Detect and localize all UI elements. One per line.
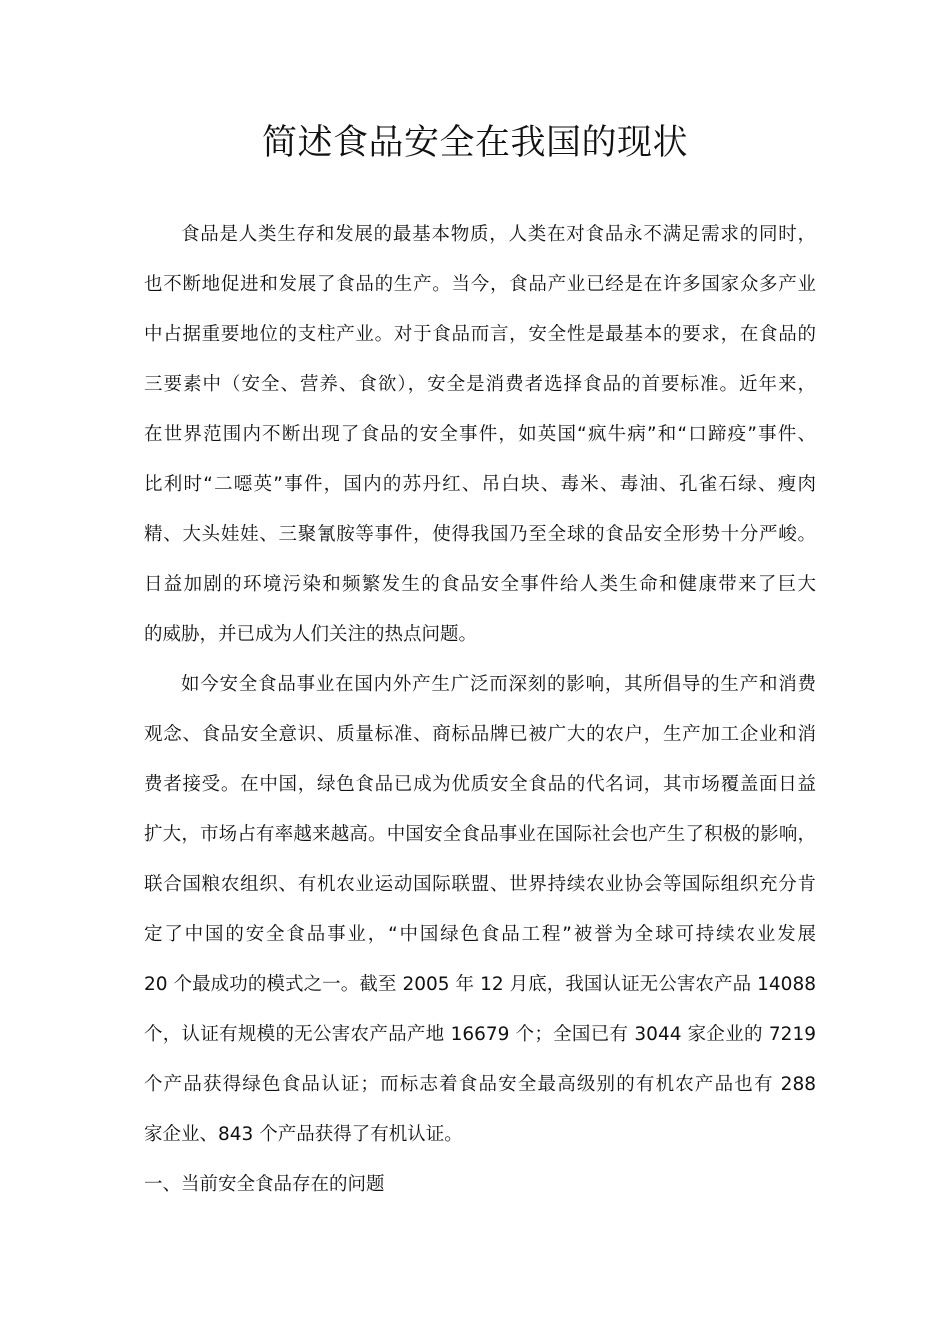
paragraph-line: 个，认证有规模的无公害农产品产地 16679 个；全国已有 3044 家企业的 7219: [144, 1024, 816, 1045]
paragraph-line: 精、大头娃娃、三聚氰胺等事件，使得我国乃至全球的食品安全形势十分严峻。: [144, 524, 816, 545]
paragraph-line: 在世界范围内不断出现了食品的安全事件，如英国“疯牛病”和“口蹄疫”事件、: [144, 424, 816, 445]
paragraph-line: 如今安全食品事业在国内外产生广泛而深刻的影响，其所倡导的生产和消费: [181, 674, 816, 695]
paragraph-line: 日益加剧的环境污染和频繁发生的食品安全事件给人类生命和健康带来了巨大: [144, 574, 816, 595]
paragraph-line: 观念、食品安全意识、质量标准、商标品牌已被广大的农户，生产加工企业和消: [144, 724, 816, 745]
paragraph-line: 也不断地促进和发展了食品的生产。当今，食品产业已经是在许多国家众多产业: [144, 274, 816, 295]
paragraph-line: 食品是人类生存和发展的最基本物质，人类在对食品永不满足需求的同时，: [181, 224, 816, 245]
paragraph-line: 联合国粮农组织、有机农业运动国际联盟、世界持续农业协会等国际组织充分肯: [144, 874, 816, 895]
paragraph-line: 中占据重要地位的支柱产业。对于食品而言，安全性是最基本的要求，在食品的: [144, 324, 816, 345]
paragraph-line: 家企业、843 个产品获得了有机认证。: [144, 1124, 463, 1145]
paragraph-line: 定了中国的安全食品事业，“中国绿色食品工程”被誉为全球可持续农业发展: [144, 924, 816, 945]
document-body: [144, 210, 816, 1210]
document-title: 简述食品安全在我国的现状: [261, 123, 688, 163]
paragraph-line: 三要素中（安全、营养、食欲），安全是消费者选择食品的首要标准。近年来，: [144, 374, 816, 395]
paragraph-line: 比利时“二噁英”事件，国内的苏丹红、吊白块、毒米、毒油、孔雀石绿、瘦肉: [144, 474, 816, 495]
paragraph-line: 的威胁，并已成为人们关注的热点问题。: [144, 624, 478, 645]
paragraph-line: 20 个最成功的模式之一。截至 2005 年 12 月底，我国认证无公害农产品 14088: [144, 974, 816, 995]
paragraph-line: 扩大，市场占有率越来越高。中国安全食品事业在国际社会也产生了积极的影响，: [144, 824, 816, 845]
section-heading: 一、当前安全食品存在的问题: [144, 1174, 385, 1195]
paragraph-line: 个产品获得绿色食品认证；而标志着食品安全最高级别的有机农产品也有 288: [144, 1074, 816, 1095]
paragraph-2: [144, 660, 816, 1160]
paragraph-1: [144, 210, 816, 660]
paragraph-line: 费者接受。在中国，绿色食品已成为优质安全食品的代名词，其市场覆盖面日益: [144, 774, 816, 795]
